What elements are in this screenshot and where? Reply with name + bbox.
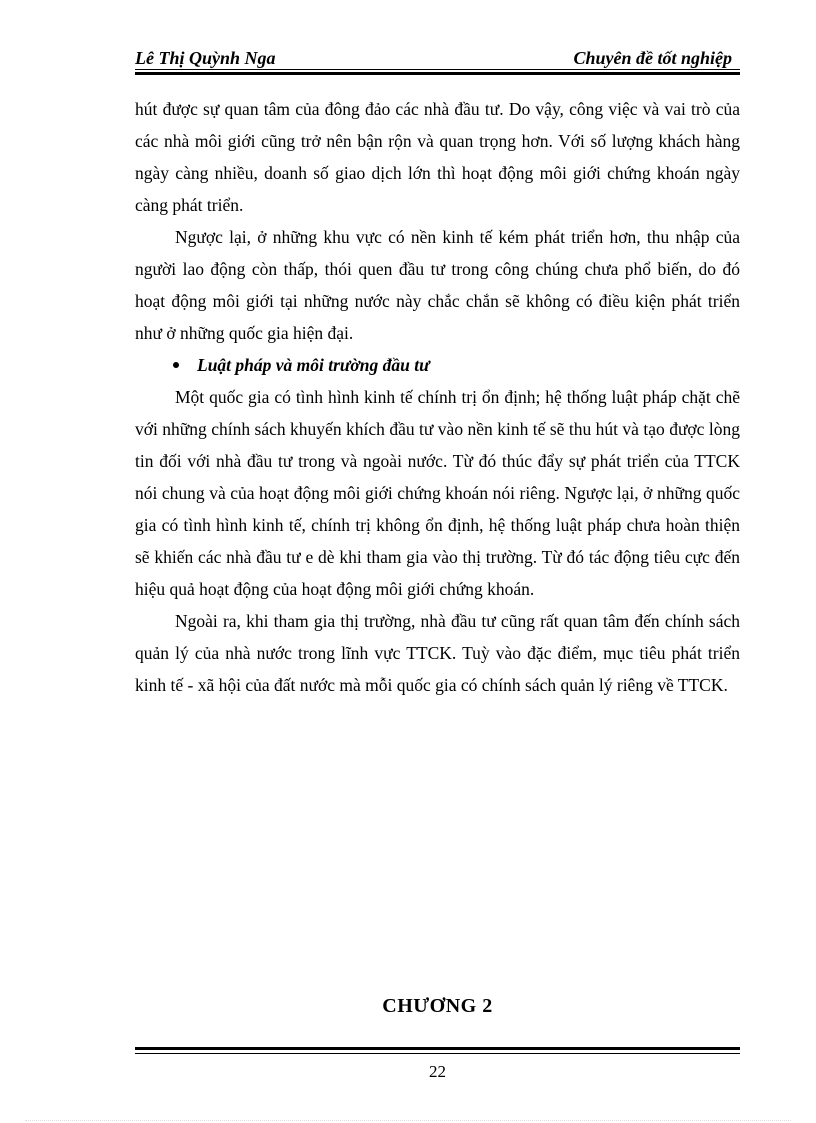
bullet-icon bbox=[173, 362, 179, 368]
header-rule-thin bbox=[135, 69, 740, 70]
header-document-title: Chuyên đề tốt nghiệp bbox=[573, 48, 732, 68]
paragraph-4: Ngoài ra, khi tham gia thị trường, nhà đầu tư cũng rất quan tâm đến chính sách quản lý của nhà nước trong lĩnh vực TTCK. Tuỳ vào đặc điểm, mục tiêu phát triển kinh tế - xã hội của đất nước mà mỗi quốc gia có chính sách quản lý riêng về TTCK. bbox=[135, 611, 740, 695]
body-text bbox=[135, 93, 740, 701]
page-edge bbox=[25, 1120, 791, 1121]
paragraph-2: Ngược lại, ở những khu vực có nền kinh tế kém phát triển hơn, thu nhập của người lao động còn thấp, thói quen đầu tư trong công chúng chưa phổ biến, do đó hoạt động môi giới tại những nước này chắc chắn sẽ không có điều kiện phát triển như ở những quốc gia hiện đại. bbox=[135, 227, 740, 343]
chapter-title: CHƯƠNG 2 bbox=[382, 995, 493, 1017]
page-header bbox=[135, 46, 740, 70]
footer-rule-thin bbox=[135, 1053, 740, 1054]
paragraph-1: hút được sự quan tâm của đông đảo các nhà đầu tư. Do vậy, công việc và vai trò của các nhà môi giới cũng trở nên bận rộn và quan trọng hơn. Với số lượng khách hàng ngày càng nhiều, doanh số giao dịch lớn thì hoạt động môi giới chứng khoán ngày càng phát triển. bbox=[135, 99, 740, 215]
header-author: Lê Thị Quỳnh Nga bbox=[135, 48, 276, 68]
footer-rule-thick bbox=[135, 1047, 740, 1050]
header-rule-thick bbox=[135, 72, 740, 75]
paragraph-3: Một quốc gia có tình hình kinh tế chính trị ổn định; hệ thống luật pháp chặt chẽ với những chính sách khuyến khích đầu tư vào nền kinh tế sẽ thu hút và tạo được lòng tin đối với nhà đầu tư trong và ngoài nước. Từ đó thúc đẩy sự phát triển của TTCK nói chung và của hoạt động môi giới chứng khoán nói riêng. Ngược lại, ở những quốc gia có tình hình kinh tế, chính trị không ổn định, hệ thống luật pháp chưa hoàn thiện sẽ khiến các nhà đầu tư e dè khi tham gia vào thị trường. Từ đó tác động tiêu cực đến hiệu quả hoạt động của hoạt động môi giới chứng khoán. bbox=[135, 387, 740, 599]
page-number: 22 bbox=[429, 1062, 446, 1081]
bullet-heading bbox=[135, 349, 740, 381]
bullet-heading-text: Luật pháp và môi trường đầu tư bbox=[197, 355, 430, 375]
